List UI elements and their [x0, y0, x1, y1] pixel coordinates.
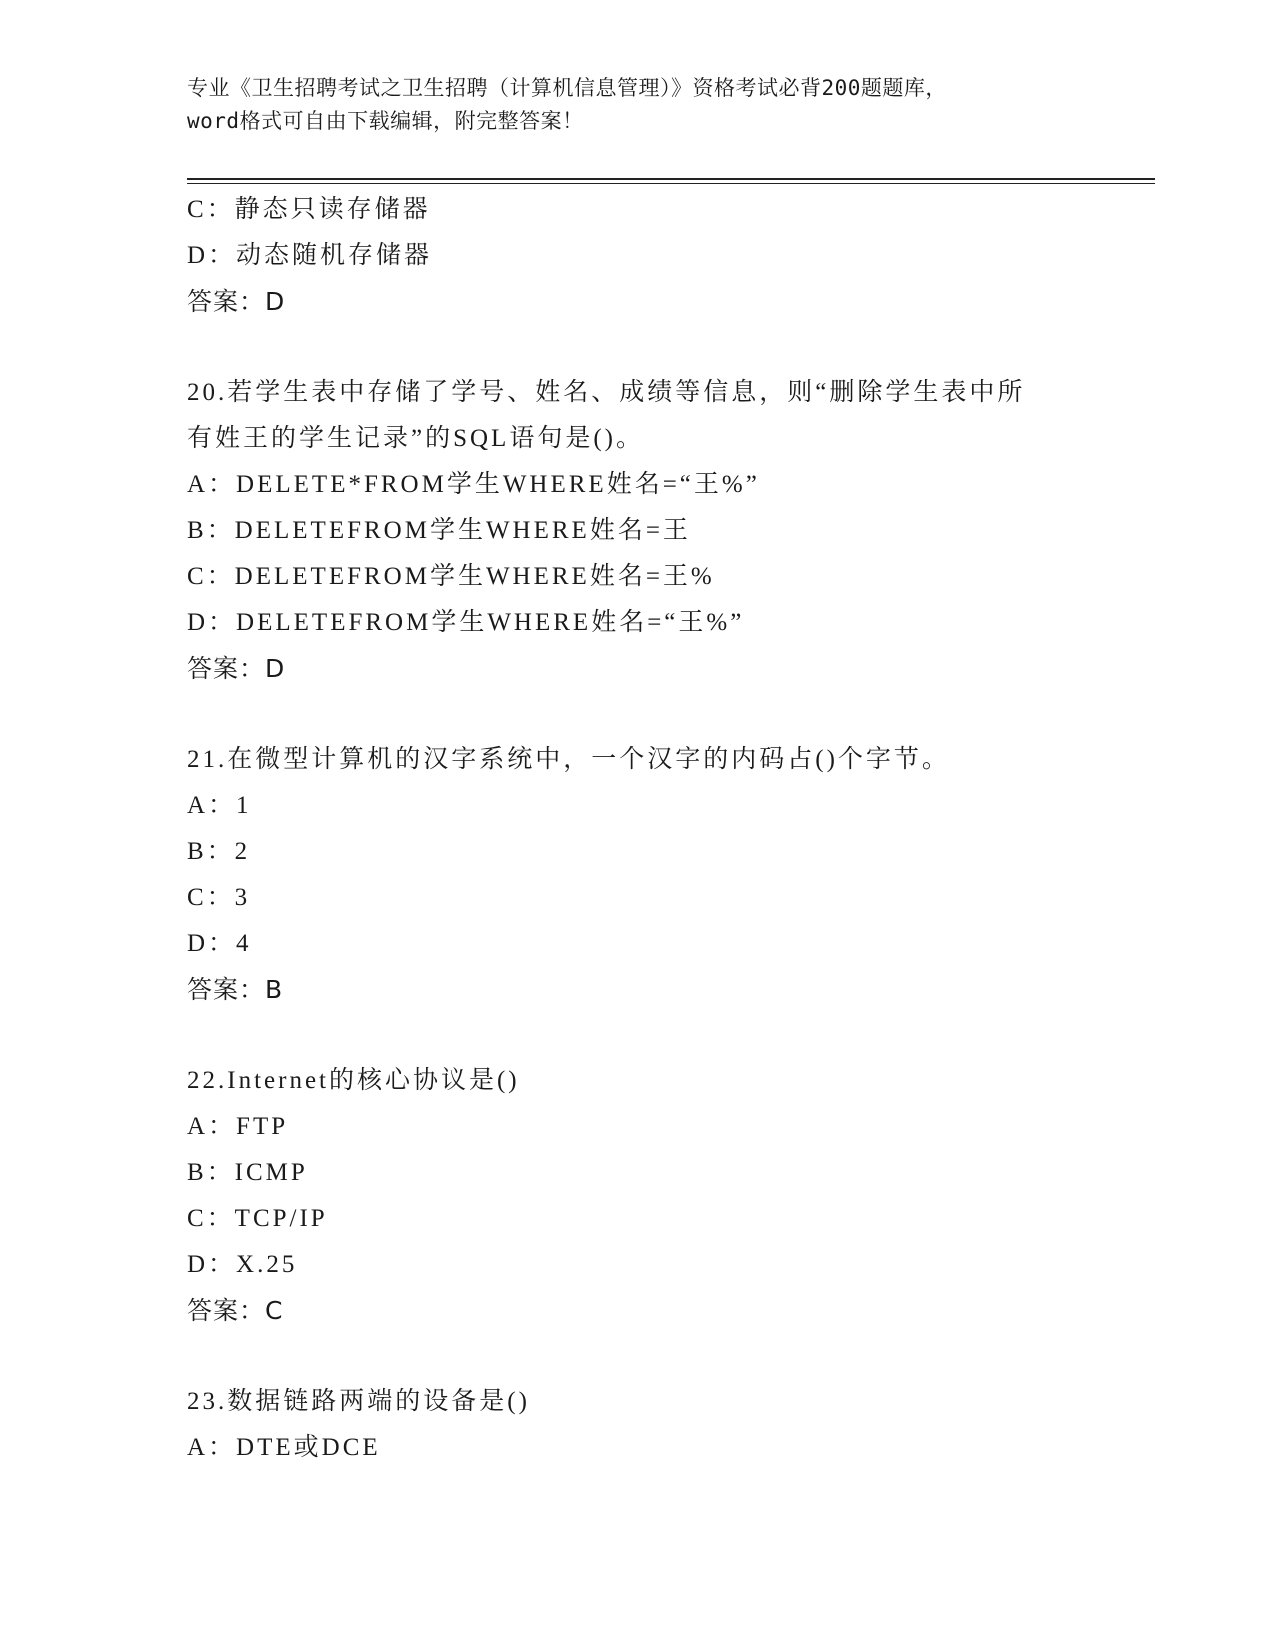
question-block-22 [187, 1058, 1155, 1334]
option-c: C：静态只读存储器 [187, 196, 431, 223]
question-block-23 [187, 1379, 1155, 1471]
question-list [187, 187, 1155, 1471]
option-d: D：动态随机存储器 [187, 242, 433, 269]
question-stem: 21.在微型计算机的汉字系统中，一个汉字的内码占()个字节。 [187, 746, 950, 773]
answer-line: 答案：C [187, 1296, 284, 1325]
question-block-continued [187, 187, 1155, 325]
option-d: D：4 [187, 930, 252, 957]
question-stem: 22.Internet的核心协议是() [187, 1067, 520, 1094]
option-b: B：ICMP [187, 1159, 308, 1186]
option-b: B：DELETEFROM学生WHERE姓名=王 [187, 517, 691, 544]
answer-line: 答案：D [187, 287, 286, 316]
option-c: C：3 [187, 884, 251, 911]
answer-line: 答案：B [187, 975, 284, 1004]
answer-line: 答案：D [187, 654, 286, 683]
question-block-20 [187, 370, 1155, 692]
option-a: A：DELETE*FROM学生WHERE姓名=“王%” [187, 471, 760, 498]
option-a: A：FTP [187, 1113, 289, 1140]
option-a: A：1 [187, 792, 252, 819]
header-line-2: word格式可自由下载编辑，附完整答案！ [187, 109, 584, 133]
spacer [187, 692, 1155, 737]
spacer [187, 1334, 1155, 1379]
header-line-1: 专业《卫生招聘考试之卫生招聘（计算机信息管理）》资格考试必背200题题库， [187, 76, 947, 100]
question-stem: 23.数据链路两端的设备是() [187, 1388, 530, 1415]
spacer [187, 1013, 1155, 1058]
question-stem: 20.若学生表中存储了学号、姓名、成绩等信息，则“删除学生表中所 [187, 379, 1026, 406]
document-header [187, 72, 1087, 138]
option-d: D：X.25 [187, 1251, 298, 1278]
question-stem: 有姓王的学生记录”的SQL语句是()。 [187, 425, 644, 452]
option-a: A：DTE或DCE [187, 1434, 381, 1461]
option-c: C：TCP/IP [187, 1205, 328, 1232]
option-c: C：DELETEFROM学生WHERE姓名=王% [187, 563, 715, 590]
option-d: D：DELETEFROM学生WHERE姓名=“王%” [187, 609, 745, 636]
header-divider [187, 178, 1155, 184]
spacer [187, 325, 1155, 370]
option-b: B：2 [187, 838, 251, 865]
question-block-21 [187, 737, 1155, 1013]
